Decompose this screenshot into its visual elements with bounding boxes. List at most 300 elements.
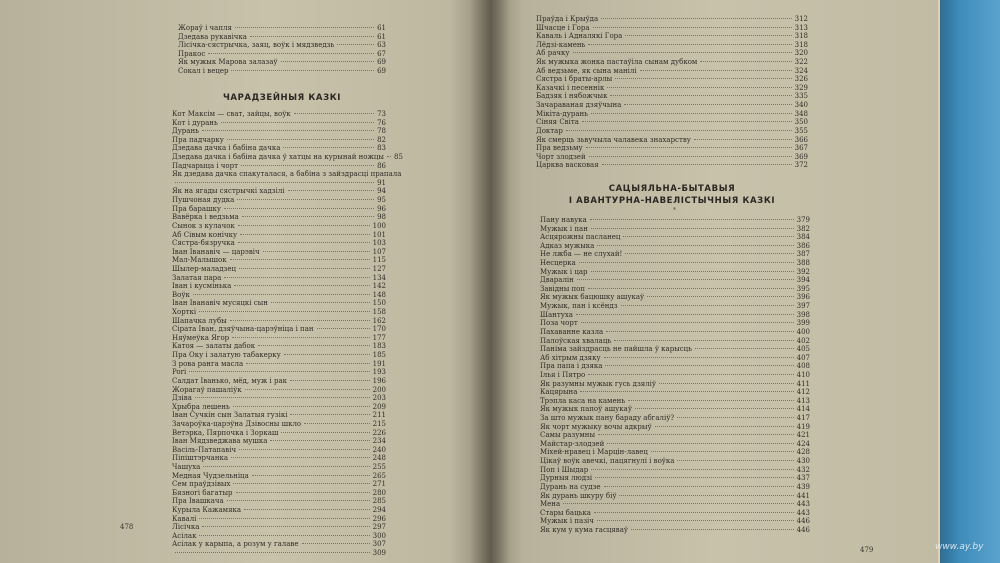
toc-entry (172, 549, 386, 558)
toc-entry-title: Бадзяк і нябожчык (536, 92, 608, 101)
toc-entry-page: 191 (372, 359, 386, 368)
toc-leader-dots (655, 426, 794, 427)
toc-entry (540, 337, 810, 346)
toc-leader-dots (304, 423, 369, 424)
toc-entry (536, 136, 808, 145)
toc-entry-page: 318 (794, 32, 808, 41)
toc-entry-title: Салдат Іванько, мёд, муж і рак (172, 376, 288, 385)
toc-leader-dots (238, 242, 370, 243)
toc-entry (536, 75, 808, 84)
toc-leader-dots (227, 139, 374, 140)
toc-leader-dots (227, 500, 370, 501)
toc-entry (540, 414, 810, 423)
toc-entry-title: Жораў і чапля (178, 24, 232, 32)
toc-entry-page: 148 (372, 290, 386, 299)
toc-entry (540, 448, 810, 457)
toc-leader-dots (659, 383, 794, 384)
toc-leader-dots (246, 363, 369, 364)
toc-leader-dots (602, 164, 792, 165)
toc-leader-dots (241, 165, 374, 166)
toc-entry (540, 457, 810, 466)
toc-leader-dots (195, 397, 370, 398)
toc-leader-dots (598, 434, 794, 435)
toc-leader-dots (700, 61, 791, 62)
toc-leader-dots (597, 245, 793, 246)
toc-entry-page: 234 (372, 437, 386, 446)
toc-leader-dots (593, 27, 792, 28)
toc-entry-page: 248 (372, 454, 386, 463)
toc-entry-page: 67 (377, 49, 386, 58)
toc-entry-title: Як мужыка жонка пастаўіла сынам дубком (536, 58, 698, 67)
toc-entry (172, 187, 386, 196)
toc-leader-dots (588, 374, 793, 375)
toc-leader-dots (235, 27, 374, 28)
toc-leader-dots (582, 121, 792, 122)
toc-leader-dots (232, 337, 369, 338)
toc-entry (172, 497, 386, 506)
toc-entry (540, 526, 810, 535)
toc-entry-title: Кавалі (172, 514, 197, 523)
toc-leader-dots (224, 277, 369, 278)
toc-entry-page: 94 (377, 187, 386, 196)
toc-entry-page: 412 (796, 388, 810, 397)
toc-entry-title: Ілья і Пятро (540, 370, 586, 379)
toc-entry-title: Сіняя Світа (536, 118, 579, 127)
toc-entry-title: Чашуха (172, 462, 201, 471)
toc-entry-page: 367 (794, 144, 808, 153)
toc-entry-title: Шчасце і Гора (536, 23, 590, 32)
toc-entry-page: 215 (372, 419, 386, 428)
toc-entry-page: 177 (372, 333, 386, 342)
toc-entry-title: Пракос (178, 49, 206, 58)
right-page-number: 479 (860, 546, 874, 554)
toc-leader-dots (317, 328, 370, 329)
toc-entry-page: 432 (796, 465, 810, 474)
toc-leader-dots (236, 492, 370, 493)
toc-entry (540, 397, 810, 406)
toc-leader-dots (628, 400, 794, 401)
toc-entry-page: 300 (372, 531, 386, 540)
toc-entry-page: 407 (796, 353, 810, 362)
toc-leader-dots (238, 225, 370, 226)
toc-entry-page: 309 (372, 549, 386, 558)
toc-entry-page: 69 (377, 67, 386, 76)
toc-leader-dots (245, 389, 370, 390)
toc-entry-title: Аб рачку (536, 49, 570, 58)
toc-entry-page: 86 (377, 161, 386, 170)
toc-entry (540, 474, 810, 483)
toc-leader-dots (290, 414, 369, 415)
toc-entry-page: 443 (796, 508, 810, 517)
toc-entry-title: Пра Івашкача (172, 497, 224, 506)
toc-entry-page: 400 (796, 327, 810, 336)
toc-leader-dots (199, 518, 369, 519)
toc-entry-title: Дурныя людзі (540, 474, 593, 483)
toc-entry-page: 355 (794, 126, 808, 135)
toc-entry-page: 142 (372, 282, 386, 291)
toc-entry-title: Пахаванне казла (540, 327, 604, 336)
toc-entry-title: Поза чорт (540, 319, 578, 328)
toc-entry (540, 492, 810, 501)
toc-entry-page: 211 (372, 411, 386, 420)
toc-entry-title: Мужык і цар (540, 267, 588, 276)
toc-entry-title: Паніма зайздрасць не пайшла ў карысць (540, 345, 692, 354)
toc-entry (172, 351, 386, 360)
left-top-contents (178, 24, 386, 76)
toc-entry-title: Казачкі і песеннік (536, 83, 605, 92)
toc-entry-page: 443 (796, 500, 810, 509)
toc-entry-title: Бязногі багатыр (172, 488, 233, 497)
right-section-heading-line1: САЦЫЯЛЬНА-БЫТАВЫЯ (608, 184, 736, 194)
toc-entry (172, 334, 386, 343)
left-page (0, 0, 488, 563)
toc-entry-title: Дваралін (540, 276, 574, 285)
toc-leader-dots (581, 322, 794, 323)
toc-entry-title: Аб Сівым конічку (172, 230, 238, 239)
toc-entry (172, 213, 386, 222)
toc-entry-page: 297 (372, 523, 386, 532)
toc-entry-title: Доктар (536, 126, 563, 135)
toc-entry-page: 322 (794, 58, 808, 67)
toc-entry-title: Вавёрка і ведзьма (172, 213, 239, 222)
toc-leader-dots (631, 529, 794, 530)
toc-entry (172, 317, 386, 326)
toc-entry (540, 517, 810, 526)
toc-entry-title: Зачараваная дзяўчына (536, 101, 622, 110)
toc-entry-title: Зачароўка-царэўна Дзівосны шкло (172, 419, 302, 428)
toc-entry-title: Пра ведзьму (536, 144, 583, 153)
left-page-number: 478 (120, 523, 134, 531)
toc-entry-page: 280 (372, 488, 386, 497)
left-main-contents (172, 110, 403, 558)
toc-entry (536, 84, 808, 93)
toc-leader-dots (193, 294, 370, 295)
toc-leader-dots (240, 234, 369, 235)
toc-entry-title: Як кум у кума гасцяваў (540, 525, 629, 534)
toc-entry-page: 127 (372, 264, 386, 273)
toc-leader-dots (281, 61, 375, 62)
toc-leader-dots (242, 216, 374, 217)
toc-entry (178, 24, 386, 33)
toc-entry-page: 397 (796, 302, 810, 311)
toc-leader-dots (579, 262, 794, 263)
toc-entry-page: 366 (794, 135, 808, 144)
toc-leader-dots (694, 139, 792, 140)
toc-entry (540, 276, 810, 285)
toc-leader-dots (604, 486, 794, 487)
toc-leader-dots (651, 451, 794, 452)
toc-entry-page: 85 (393, 153, 403, 162)
toc-entry-page: 408 (796, 362, 810, 371)
toc-leader-dots (230, 320, 370, 321)
toc-entry-title: З рова ранга масла (172, 359, 244, 368)
toc-entry-title: Мена (540, 500, 561, 509)
toc-entry (540, 293, 810, 302)
toc-entry-title: Шапачка лубы (172, 316, 227, 325)
toc-leader-dots (695, 348, 794, 349)
toc-entry-page: 82 (377, 135, 386, 144)
toc-entry-page: 294 (372, 506, 386, 515)
toc-entry-page: 78 (377, 127, 386, 136)
toc-entry-title: Пра Оку і залатую табакерку (172, 351, 281, 360)
toc-leader-dots (203, 466, 369, 467)
toc-entry (172, 523, 386, 532)
toc-leader-dots (175, 552, 370, 553)
toc-entry (536, 161, 808, 170)
toc-leader-dots (281, 432, 369, 433)
toc-entry-page: 271 (372, 480, 386, 489)
toc-entry (172, 282, 386, 291)
toc-entry (172, 170, 402, 179)
toc-entry (540, 319, 810, 328)
toc-entry-title: Мужык і пан (540, 224, 588, 233)
toc-entry-page: 296 (372, 514, 386, 523)
toc-leader-dots (607, 87, 791, 88)
toc-entry (172, 127, 386, 136)
toc-entry-page: 441 (796, 491, 810, 500)
decorative-star: * (673, 207, 676, 214)
toc-entry-page: 384 (796, 233, 810, 242)
toc-entry-page: 417 (796, 414, 810, 423)
toc-entry-title: Катоя — залаты дабок (172, 342, 256, 351)
toc-entry-page: 101 (372, 230, 386, 239)
toc-entry-page: 200 (372, 385, 386, 394)
toc-entry (172, 231, 386, 240)
toc-entry (540, 431, 810, 440)
toc-entry-title: Пра падчарку (172, 135, 224, 144)
toc-leader-dots (588, 44, 791, 45)
toc-leader-dots (589, 156, 792, 157)
toc-entry-title: Асілак у карыпа, а розум у галаве (172, 540, 299, 549)
toc-leader-dots (610, 95, 791, 96)
toc-entry-title: Сынок з кулачок (172, 221, 235, 230)
toc-entry (172, 256, 386, 265)
toc-leader-dots (591, 113, 792, 114)
toc-leader-dots (284, 354, 370, 355)
toc-entry (172, 308, 386, 317)
toc-entry-page: 203 (372, 394, 386, 403)
toc-entry (540, 345, 810, 354)
toc-entry (172, 472, 386, 481)
toc-leader-dots (580, 391, 793, 392)
toc-leader-dots (221, 122, 374, 123)
toc-entry-page: 158 (372, 308, 386, 317)
toc-leader-dots (677, 460, 793, 461)
toc-leader-dots (635, 408, 794, 409)
toc-leader-dots (258, 345, 370, 346)
toc-entry (172, 239, 386, 248)
toc-leader-dots (244, 509, 370, 510)
toc-entry (178, 41, 386, 50)
toc-entry (536, 118, 808, 127)
toc-entry-title: Праўда і Крыўда (536, 15, 599, 23)
toc-entry (536, 92, 808, 101)
toc-entry-page: 388 (796, 259, 810, 268)
right-section-heading-line2: І АВАНТУРНА-НАВЕЛІСТЫЧНЫЯ КАЗКІ (568, 196, 776, 206)
toc-entry-title: Кацярына (540, 388, 578, 397)
toc-entry-page: 329 (794, 83, 808, 92)
toc-entry-page: 399 (796, 319, 810, 328)
toc-entry (172, 196, 386, 205)
toc-entry-title: Васіль-Патапавіч (172, 445, 237, 454)
toc-entry (172, 291, 386, 300)
toc-entry (172, 144, 386, 153)
toc-leader-dots (231, 457, 370, 458)
toc-entry-title: Сокал і вецер (178, 67, 229, 76)
toc-entry-title: Сірата Іван, дзяўчына-царэўніца і пан (172, 325, 314, 334)
toc-entry (540, 440, 810, 449)
toc-entry (172, 377, 386, 386)
toc-entry-page: 196 (372, 376, 386, 385)
toc-entry-page: 419 (796, 422, 810, 431)
toc-entry-title: Цікаў воўк авечкі, пацягнулі і воўка (540, 457, 675, 466)
toc-entry-title: Дзіва (172, 394, 192, 403)
toc-leader-dots (283, 147, 374, 148)
toc-entry-page: 439 (796, 482, 810, 491)
toc-entry-page: 446 (796, 525, 810, 534)
toc-entry-page: 437 (796, 474, 810, 483)
toc-leader-dots (621, 305, 794, 306)
toc-entry-page: 324 (794, 66, 808, 75)
right-main-contents (540, 216, 810, 535)
toc-entry (536, 153, 808, 162)
toc-entry-title: Міхей-нравец і Марцін-лавец (540, 448, 648, 457)
toc-leader-dots (252, 475, 370, 476)
toc-entry (540, 302, 810, 311)
toc-entry (172, 222, 386, 231)
toc-leader-dots (591, 469, 793, 470)
toc-entry-page: 348 (794, 109, 808, 118)
toc-entry-title: Як мужык бацюшку ашукаў (540, 293, 645, 302)
toc-entry (540, 423, 810, 432)
toc-entry (172, 429, 386, 438)
toc-entry (540, 405, 810, 414)
toc-entry-title: Лісічка (172, 523, 200, 532)
toc-entry-page: 414 (796, 405, 810, 414)
toc-entry-title: Жорагаў пашаліўк (172, 385, 242, 394)
toc-entry (172, 437, 386, 446)
toc-entry-page: 61 (377, 32, 386, 41)
toc-entry-page: 372 (794, 161, 808, 170)
toc-entry (172, 342, 386, 351)
toc-leader-dots (288, 190, 375, 191)
toc-leader-dots (623, 236, 793, 237)
toc-entry-page: 185 (372, 351, 386, 360)
toc-entry-title: Іван Іванавіч — царэвіч (172, 247, 260, 256)
toc-entry-page: 69 (377, 58, 386, 67)
toc-entry-page: 312 (794, 15, 808, 23)
toc-entry-page: 76 (377, 118, 386, 127)
book-cover (940, 0, 1000, 563)
toc-entry-title: Пра барашку (172, 204, 222, 213)
toc-entry (536, 49, 808, 58)
toc-leader-dots (615, 78, 791, 79)
toc-entry (540, 328, 810, 337)
toc-entry-page: 98 (377, 213, 386, 222)
toc-entry-title: Як на ягады сястрычкі хадзілі (172, 187, 285, 196)
toc-leader-dots (233, 406, 370, 407)
toc-leader-dots (199, 311, 369, 312)
toc-entry-page: 392 (796, 267, 810, 276)
toc-leader-dots (234, 285, 369, 286)
toc-entry (540, 500, 810, 509)
toc-entry-title: Дурань (172, 127, 199, 136)
toc-entry-page: 255 (372, 462, 386, 471)
toc-entry (172, 540, 386, 549)
toc-entry-page: 446 (796, 517, 810, 526)
toc-entry-page: 395 (796, 284, 810, 293)
toc-entry-title: Самы разумны (540, 431, 596, 440)
toc-leader-dots (290, 380, 370, 381)
toc-entry-title: Майстар-злодзей (540, 439, 605, 448)
toc-entry (172, 205, 386, 214)
toc-leader-dots (302, 543, 370, 544)
toc-leader-dots (591, 228, 794, 229)
toc-entry (172, 368, 386, 377)
toc-entry (172, 394, 386, 403)
toc-entry-title: Мужык і пазіч (540, 517, 594, 526)
toc-entry (172, 386, 386, 395)
toc-entry-page: 430 (796, 457, 810, 466)
toc-leader-dots (591, 271, 794, 272)
toc-entry-title: Палоўская хвалаць (540, 336, 612, 345)
toc-entry-title: Як чорт мужыку вочы адкрыў (540, 422, 652, 431)
toc-entry (536, 110, 808, 119)
toc-entry-page: 396 (796, 293, 810, 302)
toc-entry-page: 63 (377, 41, 386, 50)
toc-entry-page: 398 (796, 310, 810, 319)
toc-entry (540, 216, 810, 225)
toc-entry (540, 380, 810, 389)
toc-entry-page: 379 (796, 216, 810, 224)
toc-entry (172, 153, 403, 162)
toc-entry-title: Мікіта-дурань (536, 109, 588, 118)
toc-entry (540, 250, 810, 259)
toc-entry-page: 240 (372, 445, 386, 454)
toc-leader-dots (576, 314, 794, 315)
toc-leader-dots (614, 340, 793, 341)
toc-entry-title: Несцерка (540, 259, 576, 268)
toc-entry (172, 515, 386, 524)
toc-entry (540, 371, 810, 380)
toc-leader-dots (588, 288, 794, 289)
toc-leader-dots (607, 443, 793, 444)
toc-entry-title: Сем праўдзівых (172, 480, 231, 489)
toc-entry (172, 136, 386, 145)
toc-entry (536, 67, 808, 76)
toc-leader-dots (590, 219, 794, 220)
toc-entry-title: Піпіштэрчанка (172, 454, 229, 463)
toc-entry-page: 413 (796, 396, 810, 405)
toc-leader-dots (208, 53, 374, 54)
toc-entry-title: Аб ведзьме, як сына манілі (536, 66, 637, 75)
toc-entry (536, 41, 808, 50)
toc-entry-title: Пра папа і дзяка (540, 362, 603, 371)
toc-leader-dots (625, 253, 793, 254)
toc-entry (172, 489, 386, 498)
toc-entry-title: Лісічка-сястрычка, заяц, воўк і мядзведзь (178, 41, 335, 50)
toc-entry-title: Сястра і браты-арлы (536, 75, 613, 84)
toc-entry-title: За што мужык пану бараду абгаліў? (540, 414, 675, 423)
toc-entry-page: 103 (372, 239, 386, 248)
toc-leader-dots (230, 259, 370, 260)
toc-entry (540, 268, 810, 277)
toc-entry-title: Як смерць зьвучыла чалавека знахарству (536, 135, 691, 144)
toc-entry (536, 144, 808, 153)
toc-leader-dots (175, 182, 374, 183)
toc-entry (172, 299, 386, 308)
toc-entry (172, 325, 386, 334)
